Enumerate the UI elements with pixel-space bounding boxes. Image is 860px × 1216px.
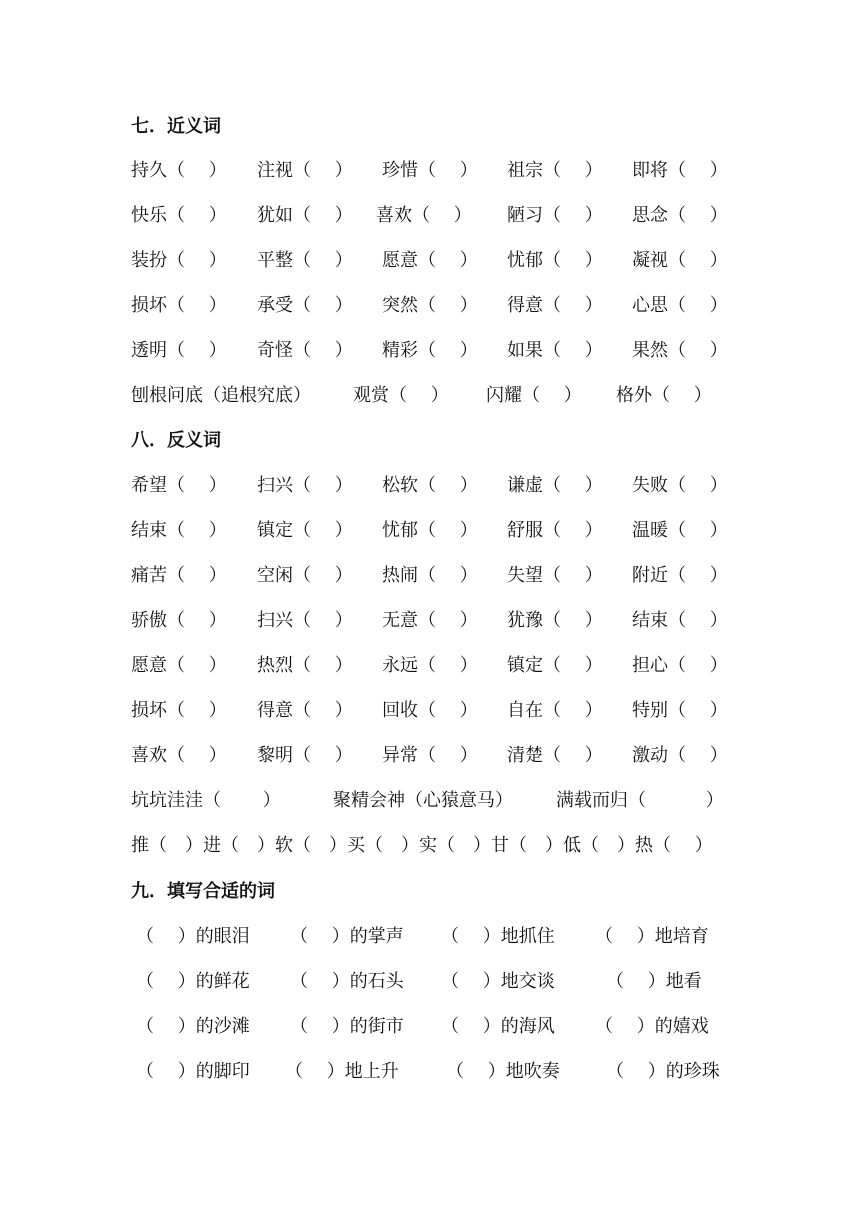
antonym-item: 异常（ ） [382, 745, 478, 766]
antonym-row [131, 474, 736, 498]
synonym-row [131, 204, 736, 228]
antonym-item: 镇定（ ） [507, 655, 603, 676]
synonym-item: 心思（ ） [632, 295, 728, 316]
synonym-item: 格外（ ） [616, 385, 712, 406]
antonym-item: 空闲（ ） [257, 565, 353, 586]
fill-word-row [131, 925, 736, 949]
synonym-item: 精彩（ ） [382, 340, 478, 361]
synonym-item: 注视（ ） [257, 160, 353, 181]
antonym-row [131, 744, 736, 768]
antonym-item: 松软（ ） [382, 475, 478, 496]
synonym-item: 陋习（ ） [507, 205, 603, 226]
antonym-item: 喜欢（ ） [131, 745, 227, 766]
antonym-row [131, 699, 736, 723]
synonym-item: 持久（ ） [131, 160, 227, 181]
antonym-item: 舒服（ ） [507, 520, 603, 541]
synonym-item: 刨根问底（追根究底） [131, 385, 311, 406]
antonym-item: 无意（ ） [382, 610, 478, 631]
fill-word-item: （ ）地培育 [595, 926, 709, 947]
fill-word-item: （ ）的石头 [290, 971, 404, 992]
fill-word-item: （ ）地上升 [285, 1061, 399, 1082]
synonym-item: 思念（ ） [632, 205, 728, 226]
synonym-item: 祖宗（ ） [507, 160, 603, 181]
fill-word-row [131, 1060, 736, 1084]
antonym-item: 骄傲（ ） [131, 610, 227, 631]
antonym-item: 热烈（ ） [257, 655, 353, 676]
antonym-item: 自在（ ） [507, 700, 603, 721]
antonym-item: 聚精会神（心猿意马） [333, 790, 513, 811]
antonym-item: 失望（ ） [507, 565, 603, 586]
antonym-item: 扫兴（ ） [257, 610, 353, 631]
synonym-item: 犹如（ ） [257, 205, 353, 226]
section-title-synonyms: 七．近义词 [131, 116, 221, 137]
antonym-item: 得意（ ） [257, 700, 353, 721]
fill-word-item: （ ）的嬉戏 [595, 1016, 709, 1037]
antonym-item: 结束（ ） [131, 520, 227, 541]
antonym-item: 永远（ ） [382, 655, 478, 676]
fill-word-item: （ ）的眼泪 [136, 926, 250, 947]
synonym-item: 透明（ ） [131, 340, 227, 361]
synonym-item: 承受（ ） [257, 295, 353, 316]
antonym-row [131, 609, 736, 633]
antonym-item: 失败（ ） [632, 475, 728, 496]
antonym-item: 黎明（ ） [257, 745, 353, 766]
fill-word-item: （ ）的脚印 [136, 1061, 250, 1082]
antonym-item: 回收（ ） [382, 700, 478, 721]
antonym-item: 热闹（ ） [382, 565, 478, 586]
fill-word-item: （ ）地抓住 [441, 926, 555, 947]
fill-word-item: （ ）地吹奏 [446, 1061, 560, 1082]
antonym-item: 附近（ ） [632, 565, 728, 586]
antonym-row [131, 519, 736, 543]
antonym-item: 结束（ ） [632, 610, 728, 631]
antonym-item: 镇定（ ） [257, 520, 353, 541]
antonym-item: 痛苦（ ） [131, 565, 227, 586]
synonym-item: 珍惜（ ） [382, 160, 478, 181]
synonym-item: 即将（ ） [632, 160, 728, 181]
antonym-item: 满载而归（ ） [556, 790, 724, 811]
fill-word-item: （ ）地交谈 [441, 971, 555, 992]
antonym-item: 忧郁（ ） [382, 520, 478, 541]
synonym-item: 果然（ ） [632, 340, 728, 361]
antonym-row [131, 564, 736, 588]
antonym-item: 愿意（ ） [131, 655, 227, 676]
antonym-row [131, 834, 736, 858]
synonym-row [131, 339, 736, 363]
fill-word-item: （ ）的街市 [290, 1016, 404, 1037]
fill-word-item: （ ）的掌声 [290, 926, 404, 947]
synonym-row [131, 294, 736, 318]
synonym-item: 如果（ ） [507, 340, 603, 361]
synonym-item: 平整（ ） [257, 250, 353, 271]
antonym-item: 扫兴（ ） [257, 475, 353, 496]
antonym-item: 激动（ ） [632, 745, 728, 766]
synonym-item: 突然（ ） [382, 295, 478, 316]
section-title-fill-words: 九．填写合适的词 [131, 881, 275, 902]
synonym-item: 得意（ ） [507, 295, 603, 316]
fill-word-row [131, 970, 736, 994]
fill-word-row [131, 1015, 736, 1039]
synonym-row [131, 384, 736, 408]
synonym-item: 观赏（ ） [353, 385, 449, 406]
fill-word-item: （ ）的海风 [441, 1016, 555, 1037]
antonym-item: 推（ ）进（ ）软（ ）买（ ）实（ ）甘（ ）低（ ）热（ ） [131, 835, 713, 856]
synonym-row [131, 159, 736, 183]
antonym-row [131, 654, 736, 678]
antonym-row [131, 789, 736, 813]
antonym-item: 清楚（ ） [507, 745, 603, 766]
synonym-item: 奇怪（ ） [257, 340, 353, 361]
synonym-item: 闪耀（ ） [486, 385, 582, 406]
synonym-item: 凝视（ ） [632, 250, 728, 271]
fill-word-item: （ ）的珍珠 [606, 1061, 720, 1082]
section-title-antonyms: 八．反义词 [131, 430, 221, 451]
antonym-item: 犹豫（ ） [507, 610, 603, 631]
synonym-item: 快乐（ ） [131, 205, 227, 226]
antonym-item: 特别（ ） [632, 700, 728, 721]
antonym-item: 希望（ ） [131, 475, 227, 496]
fill-word-item: （ ）地看 [606, 971, 702, 992]
synonym-item: 喜欢（ ） [376, 205, 472, 226]
synonym-item: 损坏（ ） [131, 295, 227, 316]
fill-word-item: （ ）的沙滩 [136, 1016, 250, 1037]
antonym-item: 担心（ ） [632, 655, 728, 676]
synonym-row [131, 249, 736, 273]
synonym-item: 忧郁（ ） [507, 250, 603, 271]
fill-word-item: （ ）的鲜花 [136, 971, 250, 992]
antonym-item: 温暖（ ） [632, 520, 728, 541]
antonym-item: 谦虚（ ） [507, 475, 603, 496]
synonym-item: 愿意（ ） [382, 250, 478, 271]
synonym-item: 装扮（ ） [131, 250, 227, 271]
antonym-item: 坑坑洼洼（ ） [131, 790, 281, 811]
antonym-item: 损坏（ ） [131, 700, 227, 721]
